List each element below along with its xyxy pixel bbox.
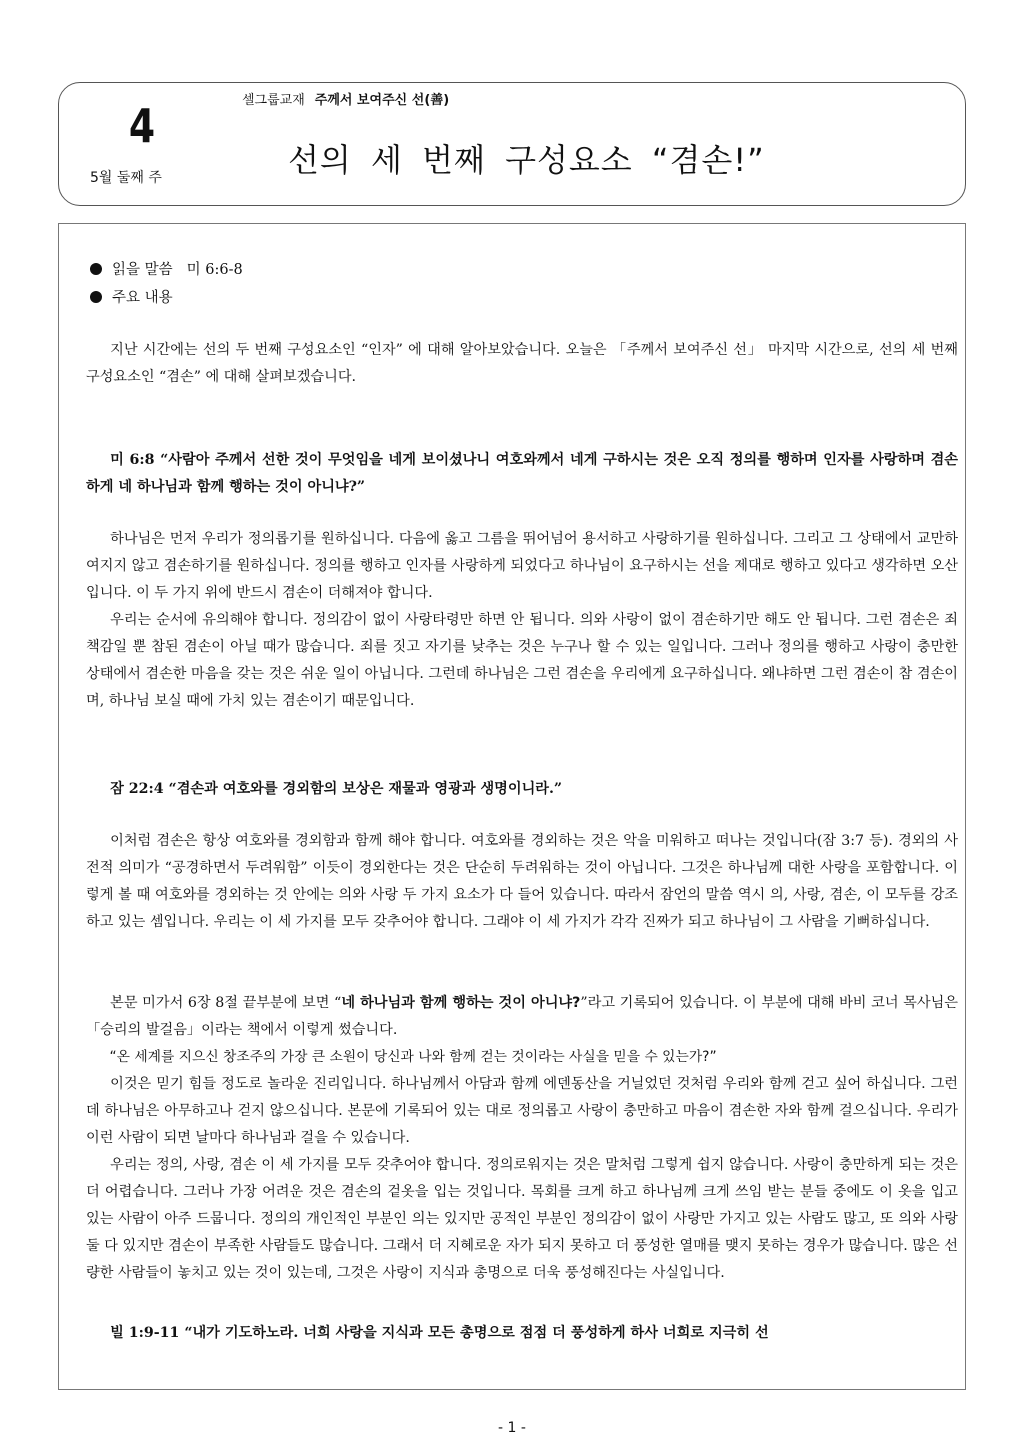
bullet-list [86, 256, 958, 312]
paragraph-3: 이처럼 겸손은 항상 여호와를 경외함과 함께 해야 합니다. 여호와를 경외하는 것은 악을 미워하고 떠나는 것입니다(잠 3:7 등). 경외의 사전적 의미가 “공경하면서 두려워함” 이듯이 경외한다는 것은 단순히 두려워하는 것이 아닙니다. 그것은 하나님께 대한 사랑을 포함합니다. 이렇게 볼 때 여호와를 경외하는 것 안에는 의와 사랑 두 가지 요소가 다 들어 있습니다. 따라서 잠언의 말씀 역시 의, 사랑, 겸손, 이 모두를 강조하고 있는 셈입니다. 우리는 이 세 가지를 모두 갖추어야 합니다. 그래야 이 세 가지가 각각 진짜가 되고 하나님이 그 사람을 기뻐하십니다. [86, 833, 958, 930]
paragraph-1: 하나님은 먼저 우리가 정의롭기를 원하십니다. 다음에 옳고 그름을 뛰어넘어 용서하고 사랑하기를 원하십니다. 그리고 그 상태에서 교만하여지지 않고 겸손하기를 원하십니다. 정의를 행하고 인자를 사랑하게 되었다고 하나님이 요구하시는 선을 제대로 행하고 있다고 생각하면 오산입니다. 이 두 가지 위에 반드시 겸손이 더해져야 합니다. [86, 531, 958, 601]
series-line [242, 92, 449, 110]
page-title: 선의 세 번째 구성요소 “겸손!” [288, 141, 765, 179]
p4-pre: 본문 미가서 6장 8절 끝부분에 보면 “ [110, 995, 342, 1011]
paragraph-4 [86, 990, 958, 1044]
content-box [58, 223, 966, 1390]
verse-proverbs: 잠 22:4 “겸손과 여호와를 경외함의 보상은 재물과 영광과 생명이니라.” [110, 781, 563, 797]
book-title: 주께서 보여주신 선(善) [314, 93, 450, 108]
week-date: 5월 둘째 주 [90, 170, 162, 186]
p4-post: ”라고 기록되어 있습니다. 이 부분에 대해 바비 코너 목사님은 「승리의 발걸음」이라는 책에서 이렇게 썼습니다. [86, 995, 958, 1038]
bullet-dot-icon [90, 291, 102, 303]
paragraph-2: 우리는 순서에 유의해야 합니다. 정의감이 없이 사랑타령만 하면 안 됩니다. 의와 사랑이 없이 겸손하기만 해도 안 됩니다. 그런 겸손은 죄책감일 뿐 참된 겸손이 아닐 때가 많습니다. 죄를 짓고 자기를 낮추는 것은 누구나 할 수 있는 일입니다. 그러나 정의를 행하고 사랑이 충만한 상태에서 겸손한 마음을 갖는 것은 쉬운 일이 아닙니다. 그런데 하나님은 그런 겸손을 우리에게 요구하십니다. 왜냐하면 그런 겸손이 참 겸손이며, 하나님 보실 때에 가치 있는 겸손이기 때문입니다. [86, 612, 958, 709]
series-label: 셀그룹교재 [242, 93, 305, 108]
reading-reference: 미 6:6-8 [186, 262, 243, 278]
intro-paragraph: 지난 시간에는 선의 두 번째 구성요소인 “인자” 에 대해 알아보았습니다. 오늘은 「주께서 보여주신 선」 마지막 시간으로, 선의 세 번째 구성요소인 “겸손” 에 대해 살펴보겠습니다. [86, 342, 958, 385]
summary-label: 주요 내용 [112, 290, 173, 306]
page-number: - 1 - [498, 1420, 526, 1436]
bullet-dot-icon [90, 263, 102, 275]
reading-label: 읽을 말씀 [112, 262, 173, 278]
verse-philippians: 빌 1:9-11 “내가 기도하노라. 너희 사랑을 지식과 모든 총명으로 점점 더 풍성하게 하사 너희로 지극히 선 [110, 1325, 769, 1341]
bullet-reading [86, 256, 958, 284]
bullet-summary [86, 284, 958, 312]
verse-micah: 미 6:8 “사람아 주께서 선한 것이 무엇임을 네게 보이셨나니 여호와께서 네게 구하시는 것은 오직 정의를 행하며 인자를 사랑하며 겸손하게 네 하나님과 함께 행하는 것이 아니냐?” [86, 452, 958, 495]
p4-emphasis: 네 하나님과 함께 행하는 것이 아니냐? [341, 995, 581, 1011]
paragraph-5: 이것은 믿기 힘들 정도로 놀라운 진리입니다. 하나님께서 아담과 함께 에덴동산을 거닐었던 것처럼 우리와 함께 걷고 싶어 하십니다. 그런데 하나님은 아무하고나 걷지 않으십니다. 본문에 기록되어 있는 대로 정의롭고 사랑이 충만하고 마음이 겸손한 자와 함께 걸으십니다. 우리가 이런 사람이 되면 날마다 하나님과 걸을 수 있습니다. [86, 1076, 958, 1146]
quote-line: “온 세계를 지으신 창조주의 가장 큰 소원이 당신과 나와 함께 걷는 것이라는 사실을 믿을 수 있는가?” [109, 1049, 717, 1065]
paragraph-6: 우리는 정의, 사랑, 겸손 이 세 가지를 모두 갖추어야 합니다. 정의로워지는 것은 말처럼 그렇게 쉽지 않습니다. 사랑이 충만하게 되는 것은 더 어렵습니다. 그러나 가장 어려운 것은 겸손의 겉옷을 입는 것입니다. 목회를 크게 하고 하나님께 크게 쓰임 받는 분들 중에도 이 옷을 입고 있는 사람이 아주 드뭅니다. 정의의 개인적인 부분인 의는 있지만 공적인 부분인 정의감이 없이 사랑만 가지고 있는 사람도 많고, 또 의와 사랑 둘 다 있지만 겸손이 부족한 사람들도 많습니다. 그래서 더 지혜로운 자가 되지 못하고 더 풍성한 열매를 맺지 못하는 경우가 많습니다. 많은 선량한 사람들이 놓치고 있는 것이 있는데, 그것은 사랑이 지식과 총명으로 더욱 풍성해진다는 사실입니다. [86, 1157, 958, 1281]
week-number: 4 [128, 99, 156, 153]
